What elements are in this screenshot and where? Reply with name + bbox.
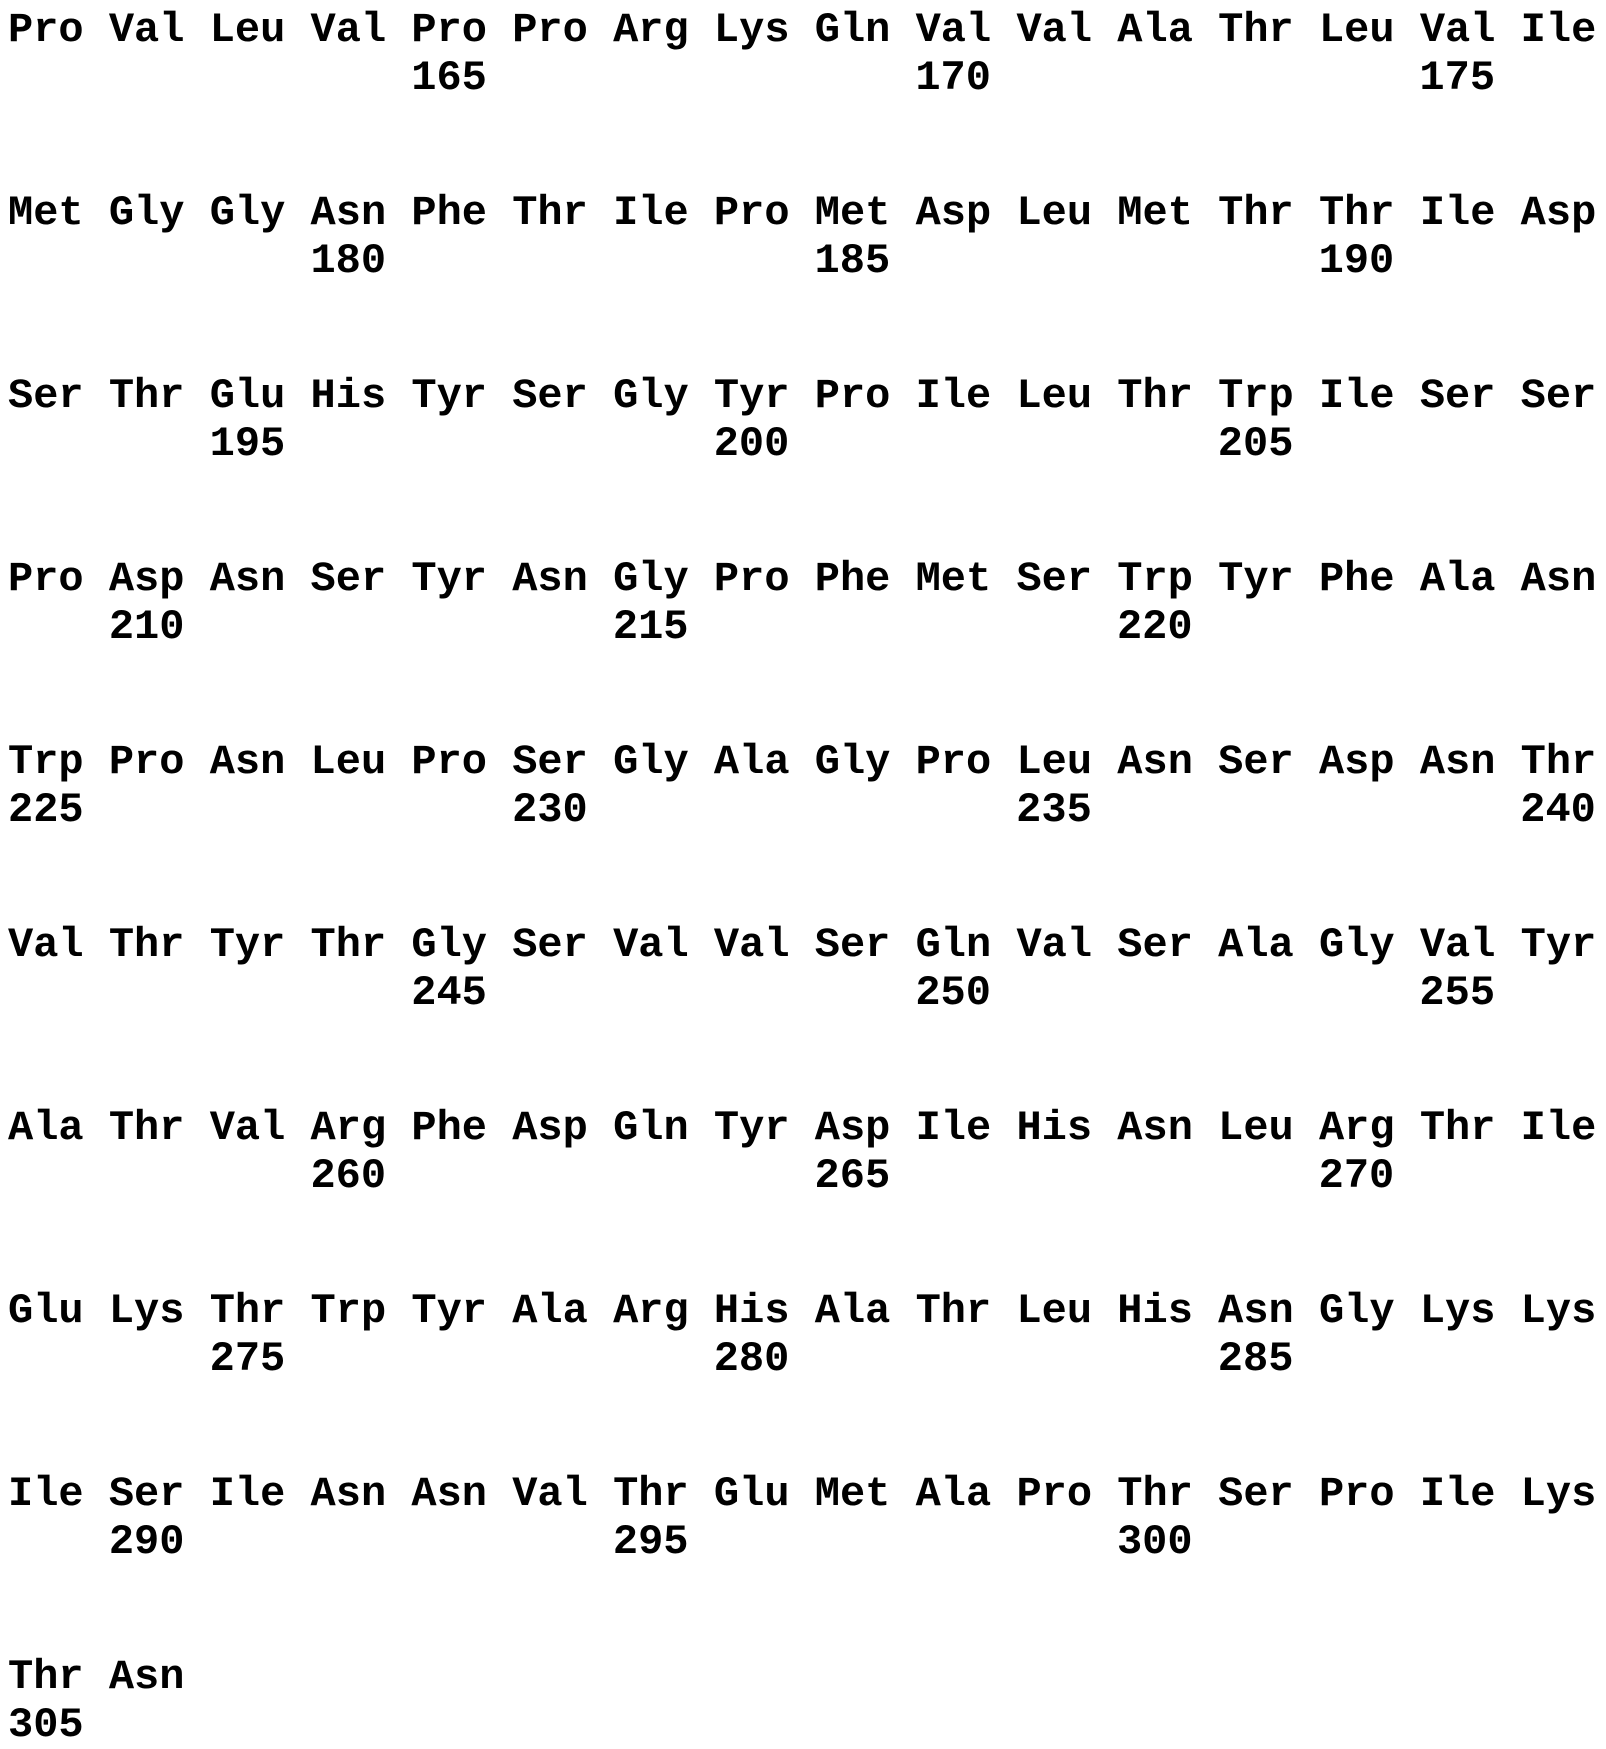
residue: Asn: [310, 189, 387, 237]
residue: Pro: [713, 555, 790, 603]
residue: Ala: [713, 738, 790, 786]
position-marker: 240: [1520, 786, 1596, 834]
residue: Gly: [1318, 921, 1395, 969]
position-marker: 200: [713, 420, 790, 468]
residue: Leu: [1016, 189, 1093, 237]
position-line: [8, 420, 1606, 468]
residue: Gly: [613, 738, 689, 786]
residue: Tyr: [411, 372, 487, 420]
position-marker: 260: [310, 1152, 387, 1200]
residue: Gly: [108, 189, 185, 237]
sequence-row: [8, 1287, 1606, 1383]
residue: Ser: [108, 1470, 185, 1518]
residue: Thr: [1218, 189, 1294, 237]
residue: Lys: [713, 6, 790, 54]
residue: Val: [512, 1470, 588, 1518]
residue: Phe: [814, 555, 891, 603]
residue: Asn: [310, 1470, 387, 1518]
residue: Leu: [310, 738, 387, 786]
residue: Phe: [1318, 555, 1395, 603]
residue: Ser: [1218, 1470, 1294, 1518]
residue: Phe: [411, 1104, 487, 1152]
residue: Ile: [915, 372, 992, 420]
residue: Val: [310, 6, 387, 54]
residue: Lys: [108, 1287, 185, 1335]
residue: Gln: [613, 1104, 689, 1152]
residue: Met: [915, 555, 992, 603]
residue: Ser: [8, 372, 84, 420]
residue: Met: [1117, 189, 1193, 237]
residue: Asn: [209, 555, 286, 603]
residue: Pro: [814, 372, 891, 420]
residue-line: [8, 189, 1606, 237]
residue: Ser: [512, 372, 588, 420]
residue: Asn: [209, 738, 286, 786]
residue: Asn: [1117, 738, 1193, 786]
position-marker: 245: [411, 969, 487, 1017]
residue-line: [8, 555, 1606, 603]
position-marker: 280: [713, 1335, 790, 1383]
residue: Thr: [1117, 372, 1193, 420]
residue: Arg: [613, 6, 689, 54]
position-line: [8, 1701, 1606, 1749]
position-marker: 205: [1217, 420, 1294, 468]
residue-line: [8, 1287, 1606, 1335]
residue: Trp: [1218, 372, 1294, 420]
residue: Ile: [209, 1470, 286, 1518]
residue: Ser: [310, 555, 387, 603]
residue: Lys: [1419, 1287, 1496, 1335]
residue: Ile: [1520, 1104, 1597, 1152]
residue: Ile: [1419, 189, 1496, 237]
sequence-row: [8, 921, 1606, 1017]
residue: Gln: [814, 6, 891, 54]
residue-line: [8, 738, 1606, 786]
residue: Ala: [512, 1287, 588, 1335]
residue: Ala: [814, 1287, 891, 1335]
residue: Asn: [1218, 1287, 1294, 1335]
residue: Ile: [613, 189, 689, 237]
residue: Thr: [1117, 1470, 1193, 1518]
residue: Glu: [209, 372, 286, 420]
sequence-row: [8, 1104, 1606, 1200]
position-marker: 220: [1116, 603, 1193, 651]
residue: Glu: [8, 1287, 84, 1335]
position-marker: 305: [8, 1701, 84, 1749]
residue: Leu: [1016, 372, 1093, 420]
position-marker: 230: [512, 786, 588, 834]
residue: His: [713, 1287, 790, 1335]
residue: Gly: [209, 189, 286, 237]
residue: Pro: [512, 6, 588, 54]
residue: Val: [8, 921, 84, 969]
position-line: [8, 786, 1606, 834]
residue: Trp: [1117, 555, 1193, 603]
residue: Ser: [1520, 372, 1597, 420]
residue: Leu: [1218, 1104, 1294, 1152]
residue: Ser: [1016, 555, 1093, 603]
residue-line: [8, 1653, 1606, 1701]
residue: Tyr: [713, 1104, 790, 1152]
residue: Lys: [1520, 1287, 1597, 1335]
residue: Thr: [1318, 189, 1395, 237]
residue: Tyr: [1218, 555, 1294, 603]
position-marker: 275: [209, 1335, 286, 1383]
residue-line: [8, 921, 1606, 969]
position-marker: 300: [1116, 1518, 1193, 1566]
residue: His: [1117, 1287, 1193, 1335]
residue: Ser: [512, 738, 588, 786]
residue: Asp: [512, 1104, 588, 1152]
sequence-row: [8, 372, 1606, 468]
residue: Pro: [8, 555, 84, 603]
residue: His: [1016, 1104, 1093, 1152]
residue: Tyr: [713, 372, 790, 420]
sequence-row: [8, 555, 1606, 651]
residue: Tyr: [411, 1287, 487, 1335]
residue: Pro: [8, 6, 84, 54]
sequence-row: [8, 1470, 1606, 1566]
residue: Tyr: [209, 921, 286, 969]
position-marker: 180: [310, 237, 387, 285]
position-line: [8, 1335, 1606, 1383]
residue: Pro: [1318, 1470, 1395, 1518]
residue-line: [8, 6, 1606, 54]
position-marker: 285: [1217, 1335, 1294, 1383]
residue: Met: [814, 1470, 891, 1518]
residue: Ala: [915, 1470, 992, 1518]
residue: Pro: [411, 738, 487, 786]
sequence-row: [8, 189, 1606, 285]
sequence-row: [8, 738, 1606, 834]
position-marker: 165: [411, 54, 487, 102]
residue: Thr: [1520, 738, 1597, 786]
residue: Thr: [915, 1287, 992, 1335]
residue-line: [8, 372, 1606, 420]
residue: Ser: [512, 921, 588, 969]
position-marker: 265: [814, 1152, 891, 1200]
residue: Thr: [108, 921, 185, 969]
sequence-row: [8, 6, 1606, 102]
residue: Asp: [1318, 738, 1395, 786]
residue: Pro: [411, 6, 487, 54]
residue: Thr: [108, 1104, 185, 1152]
position-marker: 225: [8, 786, 84, 834]
position-marker: 175: [1419, 54, 1496, 102]
residue: Thr: [512, 189, 588, 237]
position-marker: 170: [915, 54, 991, 102]
residue: Trp: [310, 1287, 387, 1335]
residue: Pro: [1016, 1470, 1093, 1518]
residue: Asn: [512, 555, 588, 603]
residue: Ile: [915, 1104, 992, 1152]
residue: Leu: [1016, 738, 1093, 786]
residue: Gly: [1318, 1287, 1395, 1335]
residue: His: [310, 372, 387, 420]
residue: Thr: [1218, 6, 1294, 54]
residue: Ile: [8, 1470, 84, 1518]
residue: Met: [814, 189, 891, 237]
residue: Asn: [1419, 738, 1496, 786]
position-line: [8, 603, 1606, 651]
position-marker: 185: [814, 237, 891, 285]
residue: Ser: [1117, 921, 1193, 969]
residue: Val: [108, 6, 185, 54]
residue: Ala: [1419, 555, 1496, 603]
residue: Val: [1419, 6, 1496, 54]
residue: Gly: [814, 738, 891, 786]
residue: Leu: [1016, 1287, 1093, 1335]
position-marker: 270: [1318, 1152, 1395, 1200]
residue: Gly: [613, 555, 689, 603]
residue: Ala: [1117, 6, 1193, 54]
residue: Ile: [1419, 1470, 1496, 1518]
residue: Asp: [1520, 189, 1597, 237]
residue: Leu: [1318, 6, 1395, 54]
residue: Gly: [411, 921, 487, 969]
position-line: [8, 969, 1606, 1017]
position-marker: 190: [1318, 237, 1395, 285]
residue: Asp: [915, 189, 992, 237]
residue: Asn: [411, 1470, 487, 1518]
residue: Ser: [1218, 738, 1294, 786]
residue: Asp: [814, 1104, 891, 1152]
residue: Tyr: [411, 555, 487, 603]
residue-line: [8, 1470, 1606, 1518]
residue: Val: [1016, 6, 1093, 54]
position-marker: 290: [108, 1518, 185, 1566]
residue: Val: [713, 921, 790, 969]
position-line: [8, 1518, 1606, 1566]
residue: Pro: [915, 738, 992, 786]
residue: Thr: [310, 921, 387, 969]
residue: Ile: [1318, 372, 1395, 420]
position-line: [8, 1152, 1606, 1200]
residue: Val: [915, 6, 992, 54]
residue: Asn: [1520, 555, 1597, 603]
residue: Ser: [814, 921, 891, 969]
residue: Arg: [1318, 1104, 1395, 1152]
residue: Leu: [209, 6, 286, 54]
residue: Val: [209, 1104, 286, 1152]
sequence-rows-container: [8, 6, 1606, 1749]
residue: Thr: [8, 1653, 84, 1701]
residue: Ala: [1218, 921, 1294, 969]
residue: Thr: [108, 372, 185, 420]
residue: Gly: [613, 372, 689, 420]
residue-line: [8, 1104, 1606, 1152]
residue: Met: [8, 189, 84, 237]
residue: Trp: [8, 738, 84, 786]
residue: Lys: [1520, 1470, 1597, 1518]
position-marker: 255: [1419, 969, 1496, 1017]
position-marker: 295: [612, 1518, 689, 1566]
residue: Pro: [713, 189, 790, 237]
position-marker: 215: [612, 603, 689, 651]
residue: Ser: [1419, 372, 1496, 420]
position-line: [8, 54, 1606, 102]
residue: Gln: [915, 921, 992, 969]
residue: Pro: [108, 738, 185, 786]
residue: Asn: [1117, 1104, 1193, 1152]
residue: Thr: [1419, 1104, 1496, 1152]
residue: Arg: [310, 1104, 387, 1152]
position-marker: 210: [108, 603, 185, 651]
residue: Thr: [209, 1287, 286, 1335]
residue: Arg: [613, 1287, 689, 1335]
residue: Val: [613, 921, 689, 969]
position-marker: 195: [209, 420, 286, 468]
position-line: [8, 237, 1606, 285]
residue: Ile: [1520, 6, 1597, 54]
position-marker: 250: [915, 969, 991, 1017]
residue: Phe: [411, 189, 487, 237]
residue: Asn: [108, 1653, 185, 1701]
residue: Ala: [8, 1104, 84, 1152]
residue: Asp: [108, 555, 185, 603]
residue: Val: [1016, 921, 1093, 969]
residue: Val: [1419, 921, 1496, 969]
position-marker: 235: [1016, 786, 1092, 834]
sequence-row: [8, 1653, 1606, 1749]
residue: Thr: [613, 1470, 689, 1518]
residue: Tyr: [1520, 921, 1597, 969]
residue: Glu: [713, 1470, 790, 1518]
